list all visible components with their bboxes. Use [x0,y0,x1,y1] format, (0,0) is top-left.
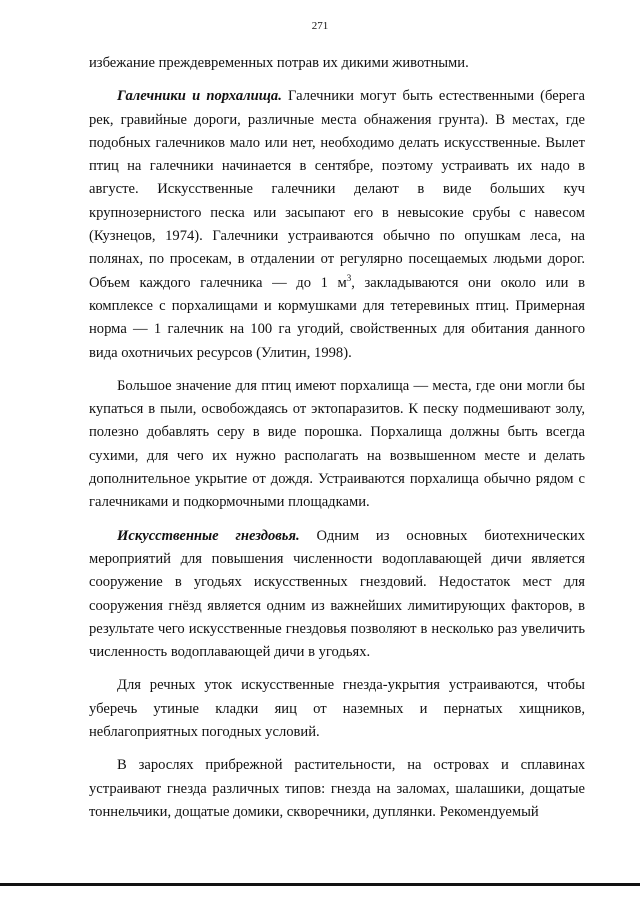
paragraph-text: избежание преждевременных потрав их дикими животными. [89,55,469,71]
section-heading-pebbles: Галечники и порхалища. [117,88,282,105]
paragraph-nest-types [89,754,585,824]
paragraph-text: Для речных уток искусственные гнезда-укрытия устраиваются, чтобы уберечь утиные кладки яиц от наземных и пернатых хищников, неблагоприятных погодных условий. [89,677,585,741]
superscript: 3 [346,272,352,283]
section-heading-nests: Искусственные гнездовья. [117,527,300,544]
page-number: 271 [311,20,329,32]
paragraph-pebbles [89,85,585,365]
paragraph-dust-baths [89,375,585,515]
paragraph-river-ducks [89,674,585,744]
paragraph-text: Большое значение для птиц имеют порхалища — места, где они могли бы купаться в пыли, освобождаясь от эктопаразитов. К песку подмешивают золу, полезно добавлять серу в виде порошка. Порхалища должны быть всегда сухими, для чего их нужно располагать на возвышенном месте и делать дополнительное укрытие от дождя. Устраиваются порхалища обычно рядом с галечниками и подкормочными площадками. [89,377,585,511]
document-body [89,52,585,824]
paragraph-text: Галечники могут быть естественными (берега рек, гравийные дороги, различные места обнажения грунта). В местах, где подобных галечников мало или нет, необходимо делать искусственные. Вылет птиц на галечники начинается в сентябре, поэтому устраивать их надо в августе. Искусственные галечники делают в виде больших куч крупнозернистого песка или засыпают его в невысокие срубы с навесом (Кузнецов, 1974). Галечники устраиваются обычно по опушкам леса, на полянах, по просекам, в отдалении от регулярно посещаемых людьми дорог. Объем каждого галечника — до 1 м [89,88,585,291]
paragraph-continuation [89,52,585,75]
paragraph-text: Одним из основных биотехнических мероприятий для повышения численности водоплавающей дичи является сооружение в угодьях искусственных гнездовий. Недостаток мест для сооружения гнёзд является одним из важнейших лимитирующих факторов, в результате чего искусственные гнездовья позволяют в несколько раз увеличить численность водоплавающей дичи в угодьях. [89,527,585,661]
paragraph-text: В зарослях прибрежной растительности, на островах и сплавинах устраивают гнезда различных типов: гнезда на заломах, шалашики, дощатые тоннельчики, дощатые домики, скворечники, дуплянки. Рекомендуемый [89,757,585,820]
paragraph-text-after: , закладываются они около или в комплексе с порхалищами и кормушками для тетеревиных птиц. Примерная норма — 1 галечник на 100 га угодий, свойственных для обитания данного вида охотничьих ресурсов (Улитин, 1998). [89,274,586,361]
footer-rule [0,883,640,886]
paragraph-nests [89,525,585,665]
